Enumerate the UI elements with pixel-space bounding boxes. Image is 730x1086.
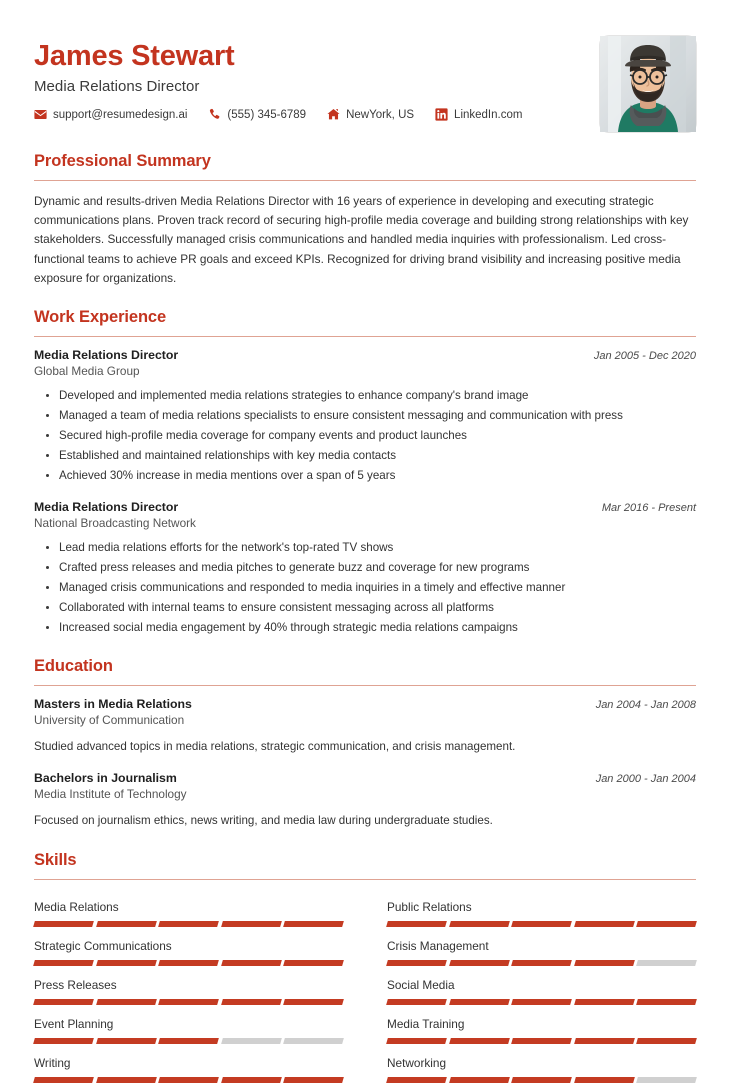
skill-rating-segment — [386, 1038, 446, 1044]
education-entry-head — [34, 771, 696, 785]
skill-item — [387, 1047, 696, 1086]
education-school: Media Institute of Technology — [34, 787, 187, 802]
skill-label: Crisis Management — [387, 938, 489, 953]
education-description: Focused on journalism ethics, news writing, and media law during undergraduate studies. — [34, 814, 493, 828]
skill-rating-segment — [574, 960, 634, 966]
skill-rating-segment — [96, 999, 156, 1005]
candidate-job-title: Media Relations Director — [34, 78, 200, 96]
section-divider — [34, 180, 696, 181]
skill-item — [34, 891, 343, 930]
linkedin-icon — [435, 108, 448, 121]
phone-icon — [208, 108, 221, 121]
skill-rating-segment — [449, 1077, 509, 1083]
list-item: Managed a team of media relations specialists to ensure consistent messaging and communication with press — [59, 406, 696, 426]
section-title-education: Education — [34, 657, 113, 676]
contact-linkedin-text: LinkedIn.com — [454, 108, 523, 121]
skill-rating-bar — [34, 1038, 343, 1044]
list-item: Increased social media engagement by 40% through strategic media relations campaigns — [59, 618, 696, 638]
skill-rating-segment — [33, 1038, 93, 1044]
skill-rating-segment — [637, 960, 697, 966]
candidate-name: James Stewart — [34, 40, 235, 72]
list-item: Collaborated with internal teams to ensure consistent messaging across all platforms — [59, 598, 696, 618]
skill-label: Press Releases — [34, 977, 117, 992]
experience-entry — [34, 500, 696, 638]
skill-rating-segment — [221, 921, 281, 927]
section-education — [34, 657, 696, 830]
home-icon — [327, 108, 340, 121]
skill-rating-bar — [34, 960, 343, 966]
skill-label: Public Relations — [387, 899, 472, 914]
skill-rating-segment — [158, 960, 218, 966]
skill-rating-segment — [96, 1077, 156, 1083]
skill-rating-segment — [221, 1077, 281, 1083]
skill-rating-segment — [96, 1038, 156, 1044]
skill-item — [34, 1047, 343, 1086]
skill-rating-bar — [387, 960, 696, 966]
skill-rating-segment — [574, 999, 634, 1005]
skill-rating-bar — [34, 1077, 343, 1083]
education-entry — [34, 771, 696, 831]
experience-role: Media Relations Director — [34, 499, 179, 514]
contact-location-text: NewYork, US — [346, 108, 415, 121]
skill-rating-segment — [284, 1038, 344, 1044]
experience-organization: Global Media Group — [34, 364, 140, 379]
skill-item — [34, 930, 343, 969]
skill-item — [387, 1008, 696, 1047]
skill-rating-segment — [284, 960, 344, 966]
skill-rating-segment — [33, 960, 93, 966]
skill-rating-bar — [34, 999, 343, 1005]
skill-rating-segment — [637, 1077, 697, 1083]
skill-rating-segment — [637, 1038, 697, 1044]
experience-entry-head — [34, 348, 696, 362]
list-item: Secured high-profile media coverage for company events and product launches — [59, 426, 696, 446]
contact-phone-text: (555) 345-6789 — [227, 108, 307, 121]
skill-rating-segment — [574, 1077, 634, 1083]
education-degree: Masters in Media Relations — [34, 697, 192, 712]
skill-rating-segment — [221, 1038, 281, 1044]
skill-rating-segment — [449, 999, 509, 1005]
skill-rating-bar — [34, 921, 343, 927]
experience-organization: National Broadcasting Network — [34, 515, 196, 530]
education-entry-head — [34, 697, 696, 711]
skill-rating-segment — [449, 1038, 509, 1044]
skill-label: Strategic Communications — [34, 938, 172, 953]
section-divider — [34, 685, 696, 686]
skill-item — [387, 930, 696, 969]
skill-rating-segment — [33, 1077, 93, 1083]
education-date: Jan 2000 - Jan 2004 — [595, 773, 696, 786]
skill-label: Social Media — [387, 977, 455, 992]
skills-grid — [34, 891, 696, 1086]
header-text-block — [34, 36, 600, 121]
education-entry — [34, 697, 696, 757]
list-item: Lead media relations efforts for the network's top-rated TV shows — [59, 538, 696, 558]
skill-label: Media Relations — [34, 899, 119, 914]
skill-rating-segment — [284, 999, 344, 1005]
skill-rating-segment — [158, 1038, 218, 1044]
envelope-icon — [34, 108, 47, 121]
education-description: Studied advanced topics in media relations, strategic communication, and crisis management. — [34, 740, 516, 754]
skill-rating-segment — [386, 921, 446, 927]
skill-item — [34, 1008, 343, 1047]
skill-label: Writing — [34, 1055, 71, 1070]
section-professional-summary — [34, 152, 696, 288]
section-title-summary: Professional Summary — [34, 152, 211, 170]
skill-rating-segment — [284, 921, 344, 927]
section-divider — [34, 336, 696, 337]
contact-row — [34, 108, 600, 121]
skill-rating-segment — [33, 999, 93, 1005]
contact-linkedin[interactable] — [435, 108, 522, 121]
skill-rating-segment — [158, 999, 218, 1005]
list-item: Crafted press releases and media pitches to generate buzz and coverage for new programs — [59, 558, 696, 578]
skill-rating-segment — [158, 921, 218, 927]
contact-email[interactable] — [34, 108, 187, 121]
skill-rating-segment — [511, 960, 571, 966]
list-item: Established and maintained relationships with key media contacts — [59, 446, 696, 466]
skill-rating-bar — [387, 999, 696, 1005]
skill-rating-bar — [387, 1038, 696, 1044]
skill-item — [387, 969, 696, 1008]
experience-entry-head — [34, 500, 696, 514]
profile-photo — [600, 36, 696, 132]
section-title-skills: Skills — [34, 850, 77, 869]
skill-rating-segment — [574, 921, 634, 927]
contact-email-text: support@resumedesign.ai — [53, 108, 188, 121]
skill-rating-segment — [449, 921, 509, 927]
section-skills — [34, 851, 696, 1086]
skill-rating-segment — [386, 999, 446, 1005]
section-title-experience: Work Experience — [34, 308, 167, 327]
skill-rating-bar — [387, 1077, 696, 1083]
skill-label: Media Training — [387, 1016, 465, 1031]
skill-rating-segment — [284, 1077, 344, 1083]
section-divider — [34, 879, 696, 880]
experience-bullets — [34, 538, 696, 638]
skill-rating-segment — [96, 921, 156, 927]
education-school: University of Communication — [34, 713, 185, 728]
education-degree: Bachelors in Journalism — [34, 771, 177, 786]
resume-header — [34, 36, 696, 132]
list-item: Managed crisis communications and responded to media inquiries in a timely and effective manner — [59, 578, 696, 598]
skill-rating-segment — [511, 921, 571, 927]
skill-rating-segment — [221, 999, 281, 1005]
skill-rating-segment — [386, 1077, 446, 1083]
list-item: Achieved 30% increase in media mentions over a span of 5 years — [59, 466, 696, 486]
skill-rating-segment — [386, 960, 446, 966]
experience-entry — [34, 348, 696, 486]
skill-rating-segment — [96, 960, 156, 966]
skill-rating-segment — [33, 921, 93, 927]
section-work-experience — [34, 308, 696, 637]
experience-date: Jan 2005 - Dec 2020 — [593, 350, 696, 363]
skill-rating-segment — [449, 960, 509, 966]
education-date: Jan 2004 - Jan 2008 — [595, 699, 696, 712]
experience-date: Mar 2016 - Present — [601, 501, 696, 514]
skill-item — [387, 891, 696, 930]
skill-rating-bar — [387, 921, 696, 927]
skill-rating-segment — [511, 1077, 571, 1083]
skill-rating-segment — [221, 960, 281, 966]
skill-label: Networking — [387, 1055, 447, 1070]
skill-rating-segment — [511, 1038, 571, 1044]
list-item: Developed and implemented media relations strategies to enhance company's brand image — [59, 386, 696, 406]
experience-role: Media Relations Director — [34, 348, 179, 363]
contact-phone[interactable] — [208, 108, 306, 121]
skill-rating-segment — [637, 921, 697, 927]
skill-label: Event Planning — [34, 1016, 114, 1031]
skill-rating-segment — [574, 1038, 634, 1044]
contact-location[interactable] — [327, 108, 414, 121]
skill-rating-segment — [637, 999, 697, 1005]
skill-rating-segment — [158, 1077, 218, 1083]
experience-bullets — [34, 386, 696, 486]
summary-text: Dynamic and results-driven Media Relations Director with 16 years of experience in developing and executing strategic communications plans. Proven track record of securing high-profile media coverage and building strong relationships with key stakeholders. Successfully managed crisis communications and handled media inquiries with professionalism. Led cross-functional teams to achieve PR goals and exceed KPIs. Recognized for driving brand visibility and increasing positive media exposure for organizations. — [34, 194, 689, 285]
skill-item — [34, 969, 343, 1008]
skill-rating-segment — [511, 999, 571, 1005]
